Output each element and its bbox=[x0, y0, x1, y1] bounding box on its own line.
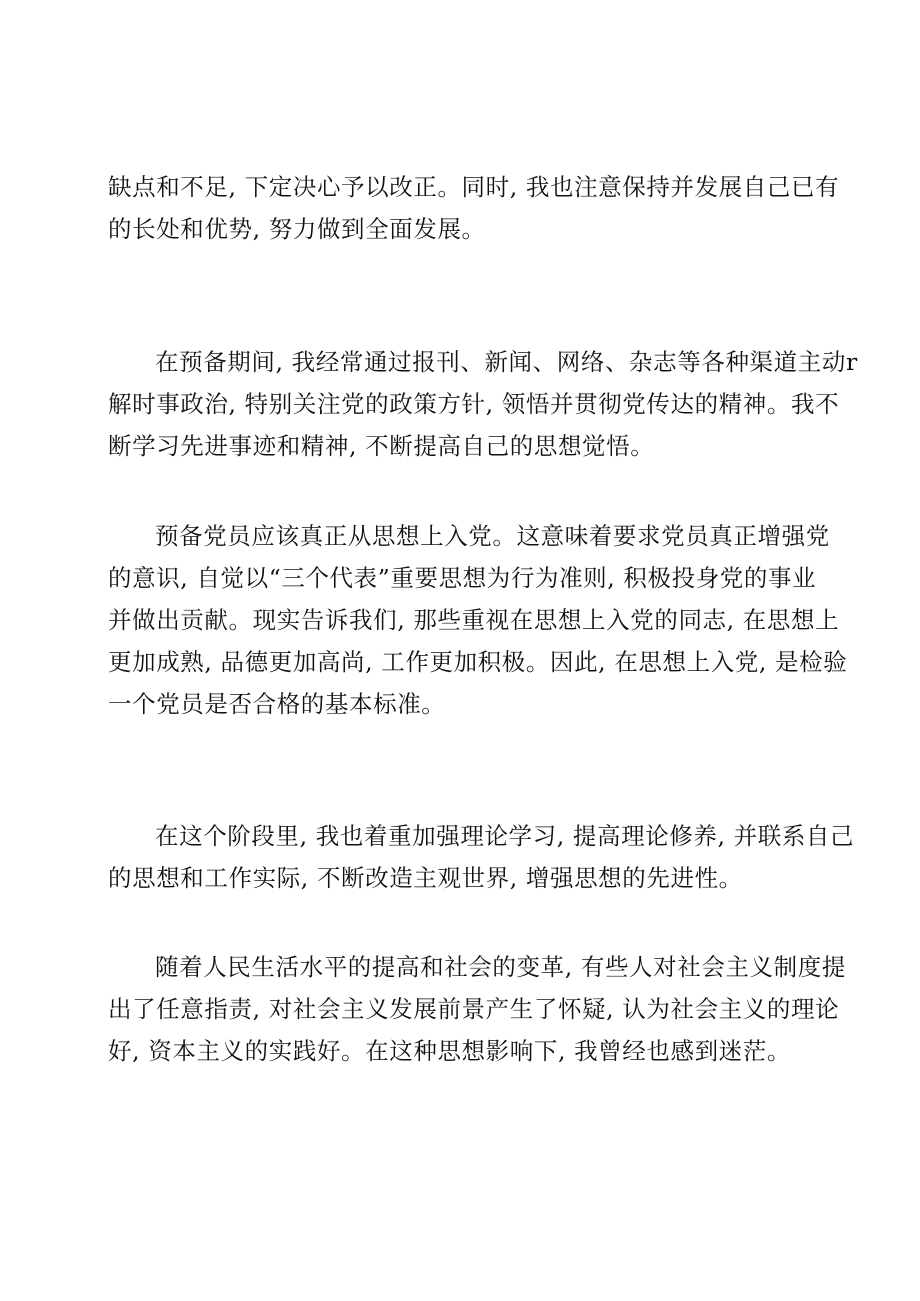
paragraph-line: 在这个阶段里, 我也着重加强理论学习, 提高理论修养, 并联系自己 bbox=[155, 822, 855, 850]
paragraph-line: 解时事政治, 特别关注党的政策方针, 领悟并贯彻党传达的精神。我不 bbox=[108, 390, 840, 418]
paragraph-line: 一个党员是否合格的基本标准。 bbox=[108, 690, 446, 718]
paragraph-1 bbox=[108, 166, 840, 250]
paragraph-line: 并做出贡献。现实告诉我们, 那些重视在思想上入党的同志, 在思想上 bbox=[108, 606, 840, 634]
paragraph-line: 的意识, 自觉以“三个代表”重要思想为行为准则, 积极投身党的事业 bbox=[108, 564, 817, 592]
paragraph-4 bbox=[108, 815, 855, 899]
paragraph-line: 好, 资本主义的实践好。在这种思想影响下, 我曾经也感到迷茫。 bbox=[108, 1037, 791, 1065]
paragraph-line: 预备党员应该真正从思想上入党。这意味着要求党员真正增强党 bbox=[155, 522, 830, 550]
paragraph-line: 缺点和不足, 下定决心予以改正。同时, 我也注意保持并发展自己已有 bbox=[108, 173, 840, 201]
paragraph-line: 断学习先进事迹和精神, 不断提高自己的思想觉悟。 bbox=[108, 432, 655, 460]
paragraph-line: 更加成熟, 品德更加高尚, 工作更加积极。因此, 在思想上入党, 是检验 bbox=[108, 648, 848, 676]
paragraph-line: 的长处和优势, 努力做到全面发展。 bbox=[108, 215, 486, 243]
paragraph-5 bbox=[108, 946, 846, 1072]
paragraph-3 bbox=[108, 515, 848, 725]
paragraph-line: 的思想和工作实际, 不断改造主观世界, 增强思想的先进性。 bbox=[108, 864, 743, 892]
paragraph-line: 随着人民生活水平的提高和社会的变革, 有些人对社会主义制度提 bbox=[155, 953, 846, 981]
paragraph-line: 出了任意指责, 对社会主义发展前景产生了怀疑, 认为社会主义的理论 bbox=[108, 995, 840, 1023]
paragraph-2 bbox=[108, 341, 858, 467]
paragraph-line: 在预备期间, 我经常通过报刊、新闻、网络、杂志等各种渠道主动r bbox=[155, 348, 858, 376]
